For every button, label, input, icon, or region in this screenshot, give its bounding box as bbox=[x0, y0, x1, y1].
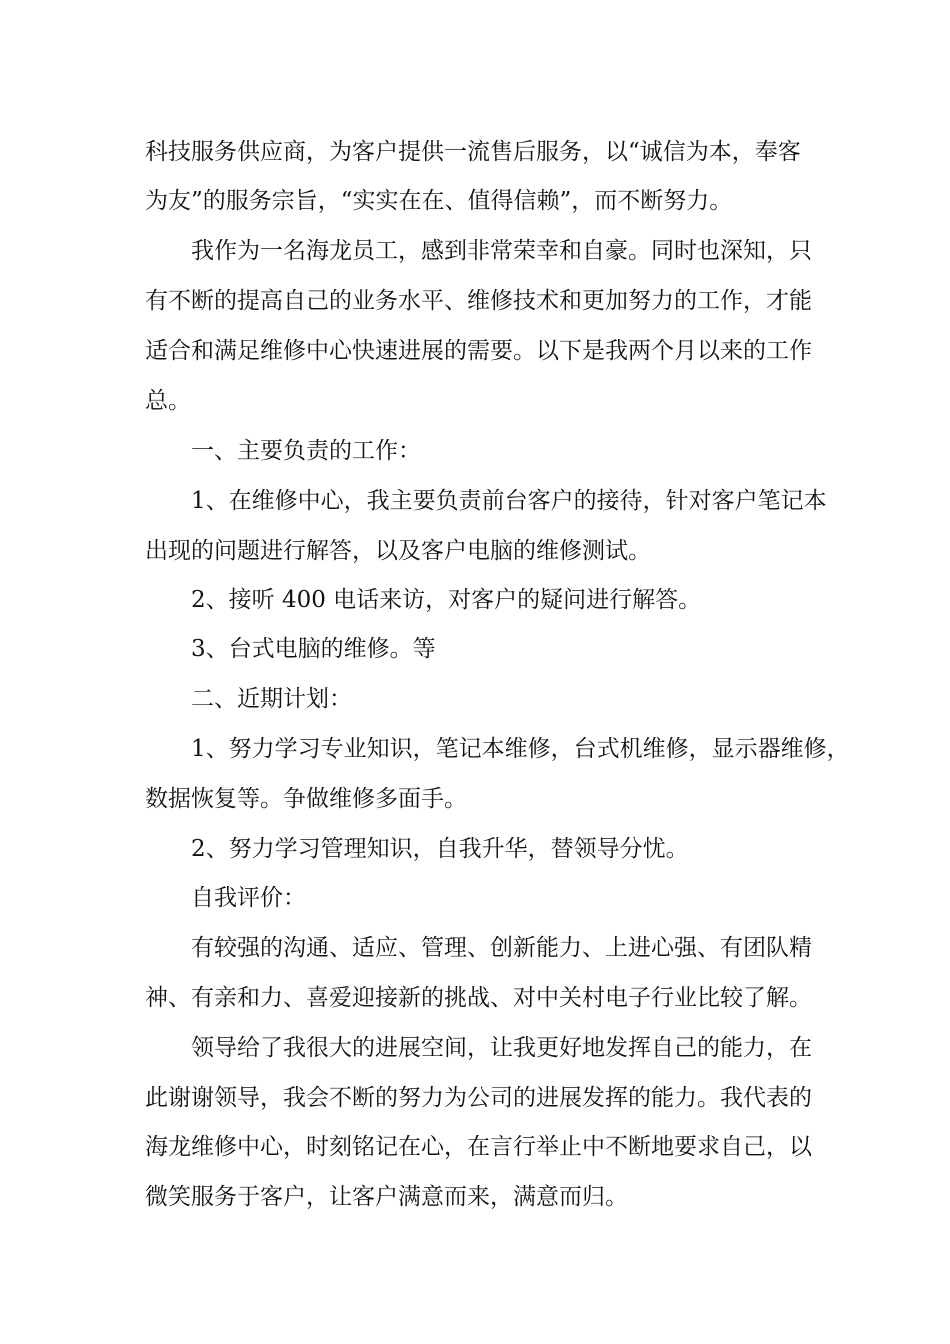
section-heading: 二、近期计划： bbox=[191, 686, 352, 712]
text-line: 1、努力学习专业知识，笔记本维修，台式机维修，显示器维修， bbox=[191, 736, 850, 762]
text-line: 为友”的服务宗旨，“实实在在、值得信赖”，而不断努力。 bbox=[145, 188, 733, 214]
text-line: 此谢谢领导，我会不断的努力为公司的进展发挥的能力。我代表的 bbox=[145, 1085, 812, 1111]
text-line: 我作为一名海龙员工，感到非常荣幸和自豪。同时也深知，只 bbox=[191, 238, 812, 264]
text-line: 适合和满足维修中心快速进展的需要。以下是我两个月以来的工作 bbox=[145, 338, 812, 364]
text-line: 神、有亲和力、喜爱迎接新的挑战、对中关村电子行业比较了解。 bbox=[145, 985, 812, 1011]
text-line: 有不断的提高自己的业务水平、维修技术和更加努力的工作，才能 bbox=[145, 288, 812, 314]
text-line: 3、台式电脑的维修。等 bbox=[191, 636, 436, 662]
text-line: 领导给了我很大的进展空间，让我更好地发挥自己的能力，在 bbox=[191, 1035, 812, 1061]
text-line: 微笑服务于客户，让客户满意而来，满意而归。 bbox=[145, 1184, 628, 1210]
section-heading: 自我评价： bbox=[191, 885, 306, 911]
text-line: 数据恢复等。争做维修多面手。 bbox=[145, 786, 467, 812]
text-line: 有较强的沟通、适应、管理、创新能力、上进心强、有团队精 bbox=[191, 935, 812, 961]
section-heading: 一、主要负责的工作： bbox=[191, 438, 421, 464]
text-line: 海龙维修中心，时刻铭记在心，在言行举止中不断地要求自己，以 bbox=[145, 1134, 812, 1160]
text-line: 1、在维修中心，我主要负责前台客户的接待，针对客户笔记本 bbox=[191, 488, 827, 514]
text-line: 2、接听 400 电话来访，对客户的疑问进行解答。 bbox=[191, 587, 702, 613]
text-line: 2、努力学习管理知识，自我升华，替领导分忧。 bbox=[191, 836, 689, 862]
text-line: 总。 bbox=[145, 388, 191, 414]
text-line: 科技服务供应商，为客户提供一流售后服务，以“诚信为本，奉客 bbox=[145, 139, 801, 165]
text-line: 出现的问题进行解答，以及客户电脑的维修测试。 bbox=[145, 538, 651, 564]
